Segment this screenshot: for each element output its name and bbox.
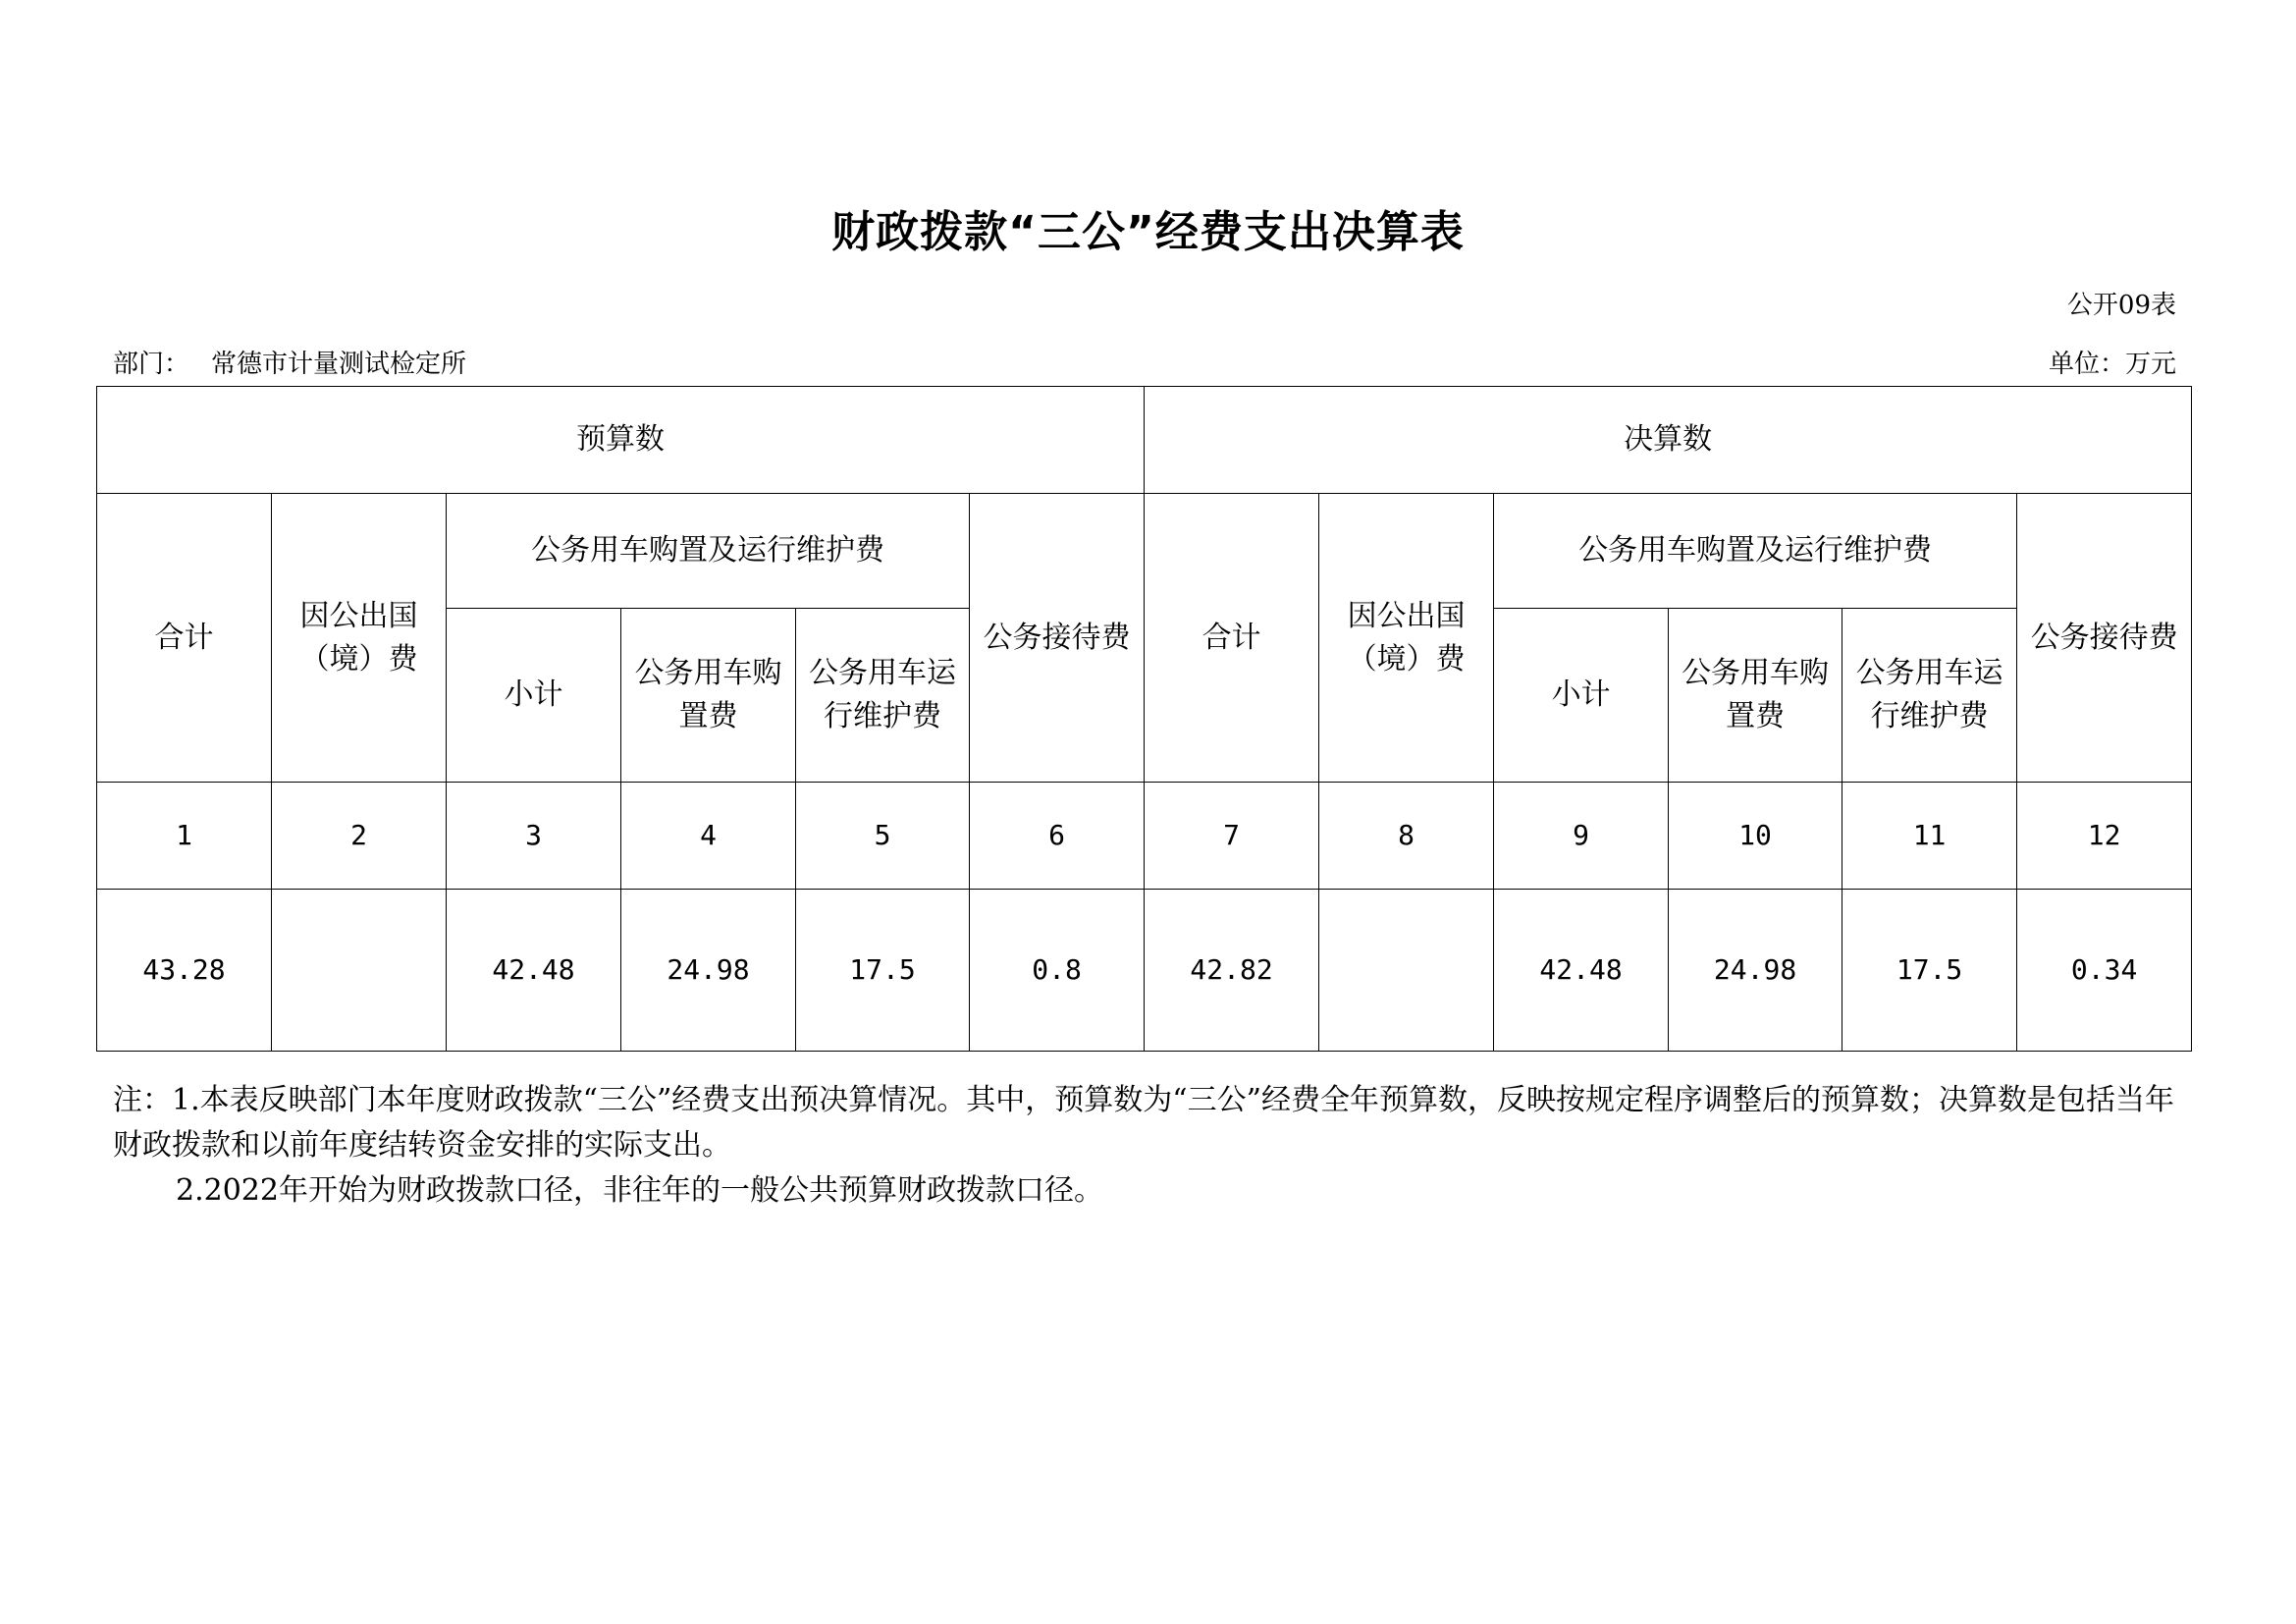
- header-budget-vehicle: 公务用车购置及运行维护费: [447, 494, 970, 609]
- column-number-row: [97, 783, 2192, 890]
- header-budget-total: 合计: [97, 494, 272, 783]
- value-final-reception: 0.34: [2017, 890, 2192, 1052]
- department-label: 部门：: [113, 350, 190, 379]
- value-budget-total: 43.28: [97, 890, 272, 1052]
- unit-label: 单位：万元: [2048, 350, 2176, 379]
- department-name: 常德市计量测试检定所: [211, 350, 467, 379]
- column-number: 1: [97, 783, 272, 890]
- header-budget: 预算数: [97, 387, 1145, 494]
- header-budget-reception: 公务接待费: [970, 494, 1145, 783]
- value-budget-abroad: [272, 890, 447, 1052]
- column-number: 2: [272, 783, 447, 890]
- header-budget-purchase: 公务用车购置费: [621, 609, 796, 783]
- value-final-operation: 17.5: [1842, 890, 2017, 1052]
- value-budget-reception: 0.8: [970, 890, 1145, 1052]
- column-number: 8: [1319, 783, 1494, 890]
- column-number: 9: [1494, 783, 1669, 890]
- form-number: 公开09表: [2066, 291, 2176, 320]
- header-final-reception: 公务接待费: [2017, 494, 2192, 783]
- note-2: 2.2022年开始为财政拨款口径，非往年的一般公共预算财政拨款口径。: [176, 1173, 1103, 1208]
- department: [113, 344, 466, 380]
- value-final-purchase: 24.98: [1669, 890, 1842, 1052]
- value-budget-operation: 17.5: [796, 890, 970, 1052]
- column-number: 7: [1145, 783, 1319, 890]
- value-row: [97, 890, 2192, 1052]
- value-budget-purchase: 24.98: [621, 890, 796, 1052]
- header-budget-operation: 公务用车运行维护费: [796, 609, 970, 783]
- column-number: 4: [621, 783, 796, 890]
- column-number: 5: [796, 783, 970, 890]
- column-number: 12: [2017, 783, 2192, 890]
- header-final-operation: 公务用车运行维护费: [1842, 609, 2017, 783]
- header-final-purchase: 公务用车购置费: [1669, 609, 1842, 783]
- header-budget-subtotal: 小计: [447, 609, 621, 783]
- header-final-vehicle: 公务用车购置及运行维护费: [1494, 494, 2017, 609]
- column-number: 10: [1669, 783, 1842, 890]
- header-budget-abroad: 因公出国（境）费: [272, 494, 447, 783]
- column-number: 6: [970, 783, 1145, 890]
- header-final-subtotal: 小计: [1494, 609, 1669, 783]
- header-final: 决算数: [1145, 387, 2192, 494]
- column-number: 3: [447, 783, 621, 890]
- header-final-total: 合计: [1145, 494, 1319, 783]
- notes: [113, 1078, 2174, 1214]
- note-1: 注：1.本表反映部门本年度财政拨款“三公”经费支出预决算情况。其中，预算数为“三公”经费全年预算数，反映按规定程序调整后的预算数；决算数是包括当年财政拨款和以前年度结转资金安排的实际支出。: [113, 1083, 2174, 1163]
- column-number: 11: [1842, 783, 2017, 890]
- page-title: 财政拨款“三公”经费支出决算表: [831, 207, 1465, 257]
- value-budget-subtotal: 42.48: [447, 890, 621, 1052]
- header-final-abroad: 因公出国（境）费: [1319, 494, 1494, 783]
- value-final-subtotal: 42.48: [1494, 890, 1669, 1052]
- value-final-total: 42.82: [1145, 890, 1319, 1052]
- three-public-expenses-table: [96, 386, 2192, 1052]
- value-final-abroad: [1319, 890, 1494, 1052]
